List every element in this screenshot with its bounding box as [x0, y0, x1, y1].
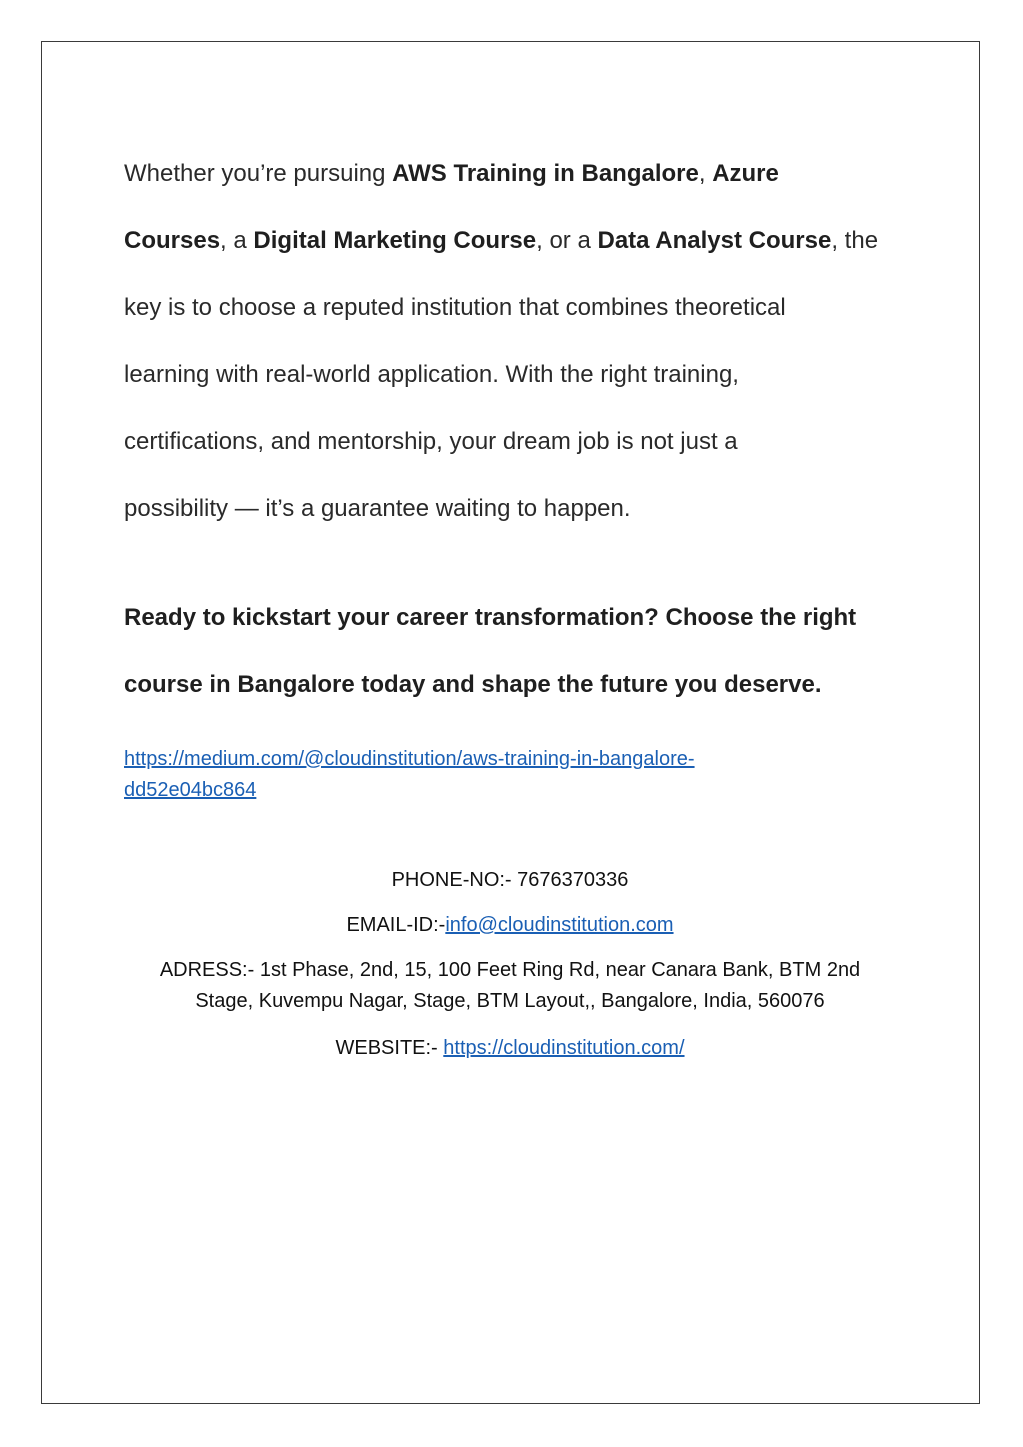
- text-segment: learning with real-world application. With the right training,: [124, 361, 739, 388]
- medium-link-line-2: dd52e04bc864: [124, 779, 257, 801]
- text-segment: possibility — it’s a guarantee waiting to happen.: [124, 495, 631, 522]
- text-segment: , the: [831, 227, 879, 254]
- bold-text-segment: Azure: [712, 160, 779, 187]
- address-line-1: ADRESS:- 1st Phase, 2nd, 15, 100 Feet Ring Rd, near Canara Bank, BTM 2nd: [159, 959, 861, 981]
- contact-website: [120, 1033, 900, 1064]
- medium-link-line-1: https://medium.com/@cloudinstitution/aws-training-in-bangalore-: [124, 748, 695, 770]
- email-link[interactable]: info@cloudinstitution.com: [445, 914, 674, 936]
- cta-line-1: Ready to kickstart your career transformation? Choose the right: [124, 604, 857, 631]
- phone-label: PHONE-NO:-: [391, 869, 518, 891]
- paragraph-line: [124, 361, 739, 389]
- paragraph-line: [124, 294, 786, 322]
- paragraph-line: [124, 160, 779, 188]
- email-label: EMAIL-ID:-: [346, 914, 446, 936]
- contact-address: [120, 955, 900, 1017]
- paragraph-line: [124, 428, 738, 456]
- paragraph-line: [124, 227, 878, 255]
- text-segment: ,: [698, 160, 713, 187]
- paragraph-line: [124, 495, 631, 523]
- medium-article-link-block: [124, 744, 884, 806]
- text-segment: , a: [220, 227, 254, 254]
- address-line-2: Stage, Kuvempu Nagar, Stage, BTM Layout,, Bangalore, India, 560076: [195, 990, 825, 1012]
- bold-text-segment: Digital Marketing Course: [253, 227, 537, 254]
- contact-email: [120, 910, 900, 941]
- text-segment: key is to choose a reputed institution that combines theoretical: [124, 294, 786, 321]
- bold-text-segment: Courses: [124, 227, 221, 254]
- phone-value: 7676370336: [517, 869, 629, 891]
- text-segment: , or a: [536, 227, 598, 254]
- cta-line-2: course in Bangalore today and shape the future you deserve.: [124, 671, 822, 698]
- bold-text-segment: Data Analyst Course: [597, 227, 832, 254]
- medium-article-link[interactable]: [124, 748, 695, 801]
- website-label: WEBSITE:-: [335, 1037, 444, 1059]
- text-segment: certifications, and mentorship, your dream job is not just a: [124, 428, 738, 455]
- contact-phone: [120, 865, 900, 896]
- website-link[interactable]: https://cloudinstitution.com/: [443, 1037, 685, 1059]
- text-segment: Whether you’re pursuing: [124, 160, 393, 187]
- bold-text-segment: AWS Training in Bangalore: [392, 160, 699, 187]
